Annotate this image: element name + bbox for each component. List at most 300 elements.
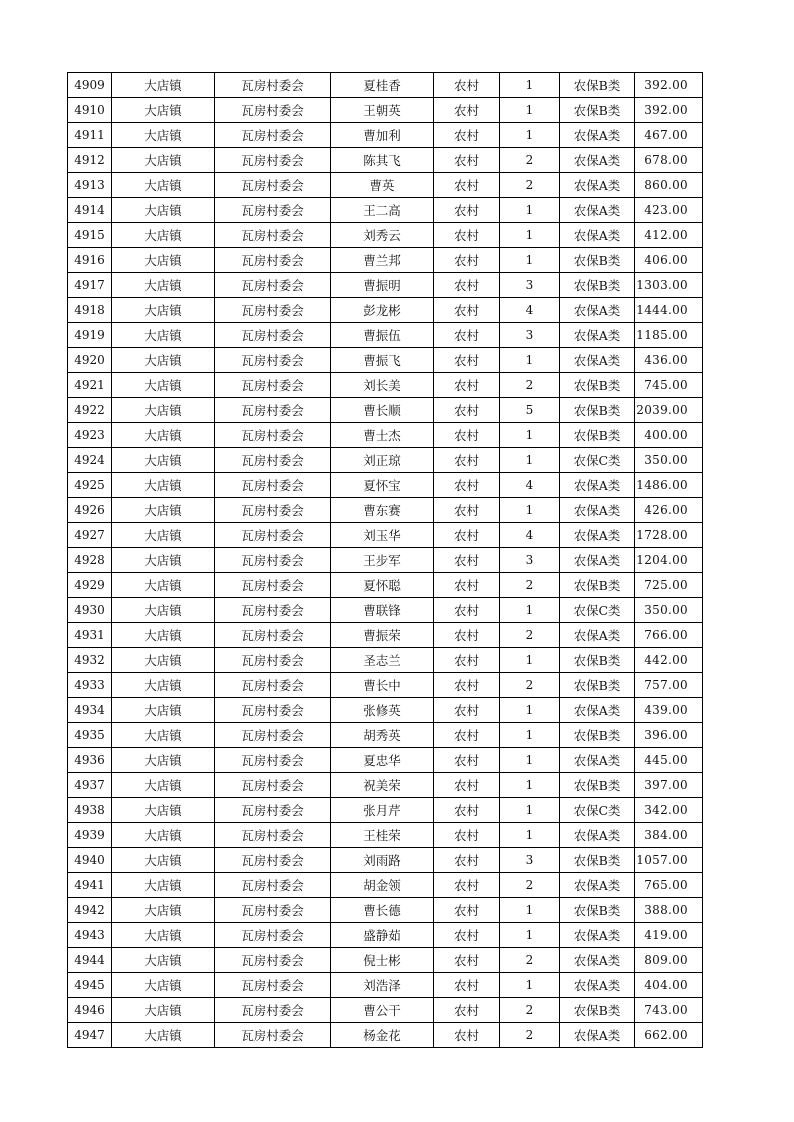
category-cell: 农保A类 <box>560 148 635 173</box>
category-cell: 农保B类 <box>560 423 635 448</box>
name-cell: 陈其飞 <box>331 148 434 173</box>
village-committee-cell: 瓦房村委会 <box>215 948 331 973</box>
name-cell: 夏桂香 <box>331 73 434 98</box>
name-cell: 夏忠华 <box>331 748 434 773</box>
household-size-cell: 2 <box>500 173 560 198</box>
area-type-cell: 农村 <box>434 123 500 148</box>
amount-cell: 1303.00 <box>635 273 703 298</box>
area-type-cell: 农村 <box>434 923 500 948</box>
town-cell: 大店镇 <box>112 823 215 848</box>
area-type-cell: 农村 <box>434 223 500 248</box>
village-committee-cell: 瓦房村委会 <box>215 673 331 698</box>
household-size-cell: 1 <box>500 823 560 848</box>
area-type-cell: 农村 <box>434 323 500 348</box>
table-row <box>68 948 703 973</box>
household-size-cell: 2 <box>500 873 560 898</box>
name-cell: 胡金领 <box>331 873 434 898</box>
name-cell: 刘玉华 <box>331 523 434 548</box>
name-cell: 王朝英 <box>331 98 434 123</box>
area-type-cell: 农村 <box>434 398 500 423</box>
town-cell: 大店镇 <box>112 573 215 598</box>
row-index: 4915 <box>68 223 112 248</box>
category-cell: 农保B类 <box>560 573 635 598</box>
row-index: 4935 <box>68 723 112 748</box>
amount-cell: 397.00 <box>635 773 703 798</box>
name-cell: 王桂荣 <box>331 823 434 848</box>
household-size-cell: 1 <box>500 698 560 723</box>
town-cell: 大店镇 <box>112 798 215 823</box>
category-cell: 农保A类 <box>560 1023 635 1048</box>
household-size-cell: 2 <box>500 373 560 398</box>
amount-cell: 419.00 <box>635 923 703 948</box>
household-size-cell: 1 <box>500 198 560 223</box>
name-cell: 倪士彬 <box>331 948 434 973</box>
town-cell: 大店镇 <box>112 273 215 298</box>
category-cell: 农保A类 <box>560 223 635 248</box>
category-cell: 农保B类 <box>560 848 635 873</box>
amount-cell: 388.00 <box>635 898 703 923</box>
row-index: 4938 <box>68 798 112 823</box>
area-type-cell: 农村 <box>434 148 500 173</box>
town-cell: 大店镇 <box>112 998 215 1023</box>
table-row <box>68 773 703 798</box>
household-size-cell: 1 <box>500 248 560 273</box>
town-cell: 大店镇 <box>112 398 215 423</box>
row-index: 4939 <box>68 823 112 848</box>
table-row <box>68 548 703 573</box>
amount-cell: 442.00 <box>635 648 703 673</box>
amount-cell: 384.00 <box>635 823 703 848</box>
amount-cell: 1185.00 <box>635 323 703 348</box>
table-row <box>68 798 703 823</box>
area-type-cell: 农村 <box>434 698 500 723</box>
area-type-cell: 农村 <box>434 523 500 548</box>
table-row <box>68 98 703 123</box>
table-row <box>68 848 703 873</box>
town-cell: 大店镇 <box>112 623 215 648</box>
row-index: 4937 <box>68 773 112 798</box>
name-cell: 祝美荣 <box>331 773 434 798</box>
name-cell: 曹兰邦 <box>331 248 434 273</box>
village-committee-cell: 瓦房村委会 <box>215 498 331 523</box>
town-cell: 大店镇 <box>112 98 215 123</box>
town-cell: 大店镇 <box>112 598 215 623</box>
category-cell: 农保A类 <box>560 123 635 148</box>
row-index: 4943 <box>68 923 112 948</box>
row-index: 4933 <box>68 673 112 698</box>
name-cell: 曹东赛 <box>331 498 434 523</box>
area-type-cell: 农村 <box>434 573 500 598</box>
table-row <box>68 248 703 273</box>
town-cell: 大店镇 <box>112 198 215 223</box>
table-row <box>68 998 703 1023</box>
town-cell: 大店镇 <box>112 123 215 148</box>
village-committee-cell: 瓦房村委会 <box>215 523 331 548</box>
town-cell: 大店镇 <box>112 73 215 98</box>
table-row <box>68 473 703 498</box>
village-committee-cell: 瓦房村委会 <box>215 198 331 223</box>
category-cell: 农保A类 <box>560 973 635 998</box>
town-cell: 大店镇 <box>112 323 215 348</box>
town-cell: 大店镇 <box>112 948 215 973</box>
relief-roster-table <box>67 72 703 1048</box>
row-index: 4947 <box>68 1023 112 1048</box>
area-type-cell: 农村 <box>434 973 500 998</box>
amount-cell: 860.00 <box>635 173 703 198</box>
row-index: 4944 <box>68 948 112 973</box>
row-index: 4931 <box>68 623 112 648</box>
table-row <box>68 198 703 223</box>
area-type-cell: 农村 <box>434 998 500 1023</box>
table-row <box>68 148 703 173</box>
village-committee-cell: 瓦房村委会 <box>215 1023 331 1048</box>
table-row <box>68 323 703 348</box>
household-size-cell: 1 <box>500 598 560 623</box>
village-committee-cell: 瓦房村委会 <box>215 698 331 723</box>
amount-cell: 342.00 <box>635 798 703 823</box>
category-cell: 农保B类 <box>560 273 635 298</box>
village-committee-cell: 瓦房村委会 <box>215 273 331 298</box>
area-type-cell: 农村 <box>434 898 500 923</box>
name-cell: 曹加利 <box>331 123 434 148</box>
amount-cell: 350.00 <box>635 598 703 623</box>
amount-cell: 757.00 <box>635 673 703 698</box>
village-committee-cell: 瓦房村委会 <box>215 973 331 998</box>
amount-cell: 436.00 <box>635 348 703 373</box>
village-committee-cell: 瓦房村委会 <box>215 573 331 598</box>
amount-cell: 392.00 <box>635 73 703 98</box>
row-index: 4925 <box>68 473 112 498</box>
amount-cell: 765.00 <box>635 873 703 898</box>
village-committee-cell: 瓦房村委会 <box>215 773 331 798</box>
amount-cell: 1204.00 <box>635 548 703 573</box>
category-cell: 农保B类 <box>560 998 635 1023</box>
category-cell: 农保B类 <box>560 248 635 273</box>
area-type-cell: 农村 <box>434 373 500 398</box>
name-cell: 王二高 <box>331 198 434 223</box>
row-index: 4914 <box>68 198 112 223</box>
village-committee-cell: 瓦房村委会 <box>215 123 331 148</box>
household-size-cell: 1 <box>500 773 560 798</box>
town-cell: 大店镇 <box>112 748 215 773</box>
row-index: 4924 <box>68 448 112 473</box>
amount-cell: 467.00 <box>635 123 703 148</box>
area-type-cell: 农村 <box>434 423 500 448</box>
area-type-cell: 农村 <box>434 748 500 773</box>
category-cell: 农保A类 <box>560 498 635 523</box>
amount-cell: 743.00 <box>635 998 703 1023</box>
table-row <box>68 123 703 148</box>
table-row <box>68 748 703 773</box>
table-row <box>68 523 703 548</box>
area-type-cell: 农村 <box>434 773 500 798</box>
amount-cell: 350.00 <box>635 448 703 473</box>
household-size-cell: 1 <box>500 123 560 148</box>
amount-cell: 1057.00 <box>635 848 703 873</box>
category-cell: 农保B类 <box>560 98 635 123</box>
row-index: 4942 <box>68 898 112 923</box>
name-cell: 刘雨路 <box>331 848 434 873</box>
area-type-cell: 农村 <box>434 948 500 973</box>
table-row <box>68 173 703 198</box>
village-committee-cell: 瓦房村委会 <box>215 348 331 373</box>
name-cell: 曹英 <box>331 173 434 198</box>
table-row <box>68 873 703 898</box>
table-row <box>68 623 703 648</box>
name-cell: 曹士杰 <box>331 423 434 448</box>
name-cell: 曹联锋 <box>331 598 434 623</box>
table-row <box>68 73 703 98</box>
amount-cell: 766.00 <box>635 623 703 648</box>
table-row <box>68 1023 703 1048</box>
category-cell: 农保B类 <box>560 648 635 673</box>
amount-cell: 412.00 <box>635 223 703 248</box>
area-type-cell: 农村 <box>434 673 500 698</box>
amount-cell: 2039.00 <box>635 398 703 423</box>
town-cell: 大店镇 <box>112 773 215 798</box>
town-cell: 大店镇 <box>112 548 215 573</box>
table-row <box>68 673 703 698</box>
category-cell: 农保B类 <box>560 773 635 798</box>
row-index: 4919 <box>68 323 112 348</box>
village-committee-cell: 瓦房村委会 <box>215 898 331 923</box>
town-cell: 大店镇 <box>112 448 215 473</box>
category-cell: 农保A类 <box>560 623 635 648</box>
category-cell: 农保A类 <box>560 698 635 723</box>
category-cell: 农保C类 <box>560 598 635 623</box>
table-row <box>68 923 703 948</box>
village-committee-cell: 瓦房村委会 <box>215 323 331 348</box>
area-type-cell: 农村 <box>434 823 500 848</box>
category-cell: 农保A类 <box>560 298 635 323</box>
village-committee-cell: 瓦房村委会 <box>215 648 331 673</box>
amount-cell: 426.00 <box>635 498 703 523</box>
household-size-cell: 2 <box>500 948 560 973</box>
row-index: 4921 <box>68 373 112 398</box>
area-type-cell: 农村 <box>434 723 500 748</box>
town-cell: 大店镇 <box>112 523 215 548</box>
household-size-cell: 2 <box>500 998 560 1023</box>
category-cell: 农保A类 <box>560 873 635 898</box>
village-committee-cell: 瓦房村委会 <box>215 298 331 323</box>
household-size-cell: 4 <box>500 523 560 548</box>
row-index: 4920 <box>68 348 112 373</box>
name-cell: 夏怀聪 <box>331 573 434 598</box>
town-cell: 大店镇 <box>112 498 215 523</box>
area-type-cell: 农村 <box>434 473 500 498</box>
household-size-cell: 4 <box>500 298 560 323</box>
household-size-cell: 2 <box>500 1023 560 1048</box>
amount-cell: 1728.00 <box>635 523 703 548</box>
area-type-cell: 农村 <box>434 798 500 823</box>
name-cell: 张修英 <box>331 698 434 723</box>
row-index: 4916 <box>68 248 112 273</box>
village-committee-cell: 瓦房村委会 <box>215 473 331 498</box>
table-row <box>68 398 703 423</box>
town-cell: 大店镇 <box>112 148 215 173</box>
village-committee-cell: 瓦房村委会 <box>215 848 331 873</box>
row-index: 4932 <box>68 648 112 673</box>
household-size-cell: 2 <box>500 623 560 648</box>
household-size-cell: 3 <box>500 273 560 298</box>
town-cell: 大店镇 <box>112 373 215 398</box>
name-cell: 彭龙彬 <box>331 298 434 323</box>
name-cell: 刘长美 <box>331 373 434 398</box>
table-row <box>68 373 703 398</box>
category-cell: 农保C类 <box>560 798 635 823</box>
category-cell: 农保A类 <box>560 748 635 773</box>
row-index: 4930 <box>68 598 112 623</box>
name-cell: 张月芹 <box>331 798 434 823</box>
amount-cell: 725.00 <box>635 573 703 598</box>
amount-cell: 400.00 <box>635 423 703 448</box>
village-committee-cell: 瓦房村委会 <box>215 598 331 623</box>
area-type-cell: 农村 <box>434 298 500 323</box>
town-cell: 大店镇 <box>112 973 215 998</box>
amount-cell: 392.00 <box>635 98 703 123</box>
table-row <box>68 573 703 598</box>
name-cell: 曹振飞 <box>331 348 434 373</box>
village-committee-cell: 瓦房村委会 <box>215 998 331 1023</box>
table-row <box>68 273 703 298</box>
name-cell: 曹振荣 <box>331 623 434 648</box>
village-committee-cell: 瓦房村委会 <box>215 923 331 948</box>
row-index: 4909 <box>68 73 112 98</box>
household-size-cell: 4 <box>500 473 560 498</box>
category-cell: 农保A类 <box>560 948 635 973</box>
row-index: 4910 <box>68 98 112 123</box>
area-type-cell: 农村 <box>434 348 500 373</box>
table-row <box>68 298 703 323</box>
amount-cell: 423.00 <box>635 198 703 223</box>
name-cell: 刘浩泽 <box>331 973 434 998</box>
area-type-cell: 农村 <box>434 648 500 673</box>
name-cell: 王步军 <box>331 548 434 573</box>
area-type-cell: 农村 <box>434 273 500 298</box>
row-index: 4946 <box>68 998 112 1023</box>
category-cell: 农保B类 <box>560 898 635 923</box>
household-size-cell: 1 <box>500 798 560 823</box>
category-cell: 农保B类 <box>560 373 635 398</box>
household-size-cell: 1 <box>500 748 560 773</box>
row-index: 4923 <box>68 423 112 448</box>
town-cell: 大店镇 <box>112 848 215 873</box>
category-cell: 农保C类 <box>560 448 635 473</box>
area-type-cell: 农村 <box>434 248 500 273</box>
village-committee-cell: 瓦房村委会 <box>215 98 331 123</box>
household-size-cell: 3 <box>500 548 560 573</box>
village-committee-cell: 瓦房村委会 <box>215 873 331 898</box>
table-row <box>68 698 703 723</box>
row-index: 4917 <box>68 273 112 298</box>
amount-cell: 1444.00 <box>635 298 703 323</box>
village-committee-cell: 瓦房村委会 <box>215 423 331 448</box>
area-type-cell: 农村 <box>434 1023 500 1048</box>
amount-cell: 745.00 <box>635 373 703 398</box>
household-size-cell: 1 <box>500 498 560 523</box>
category-cell: 农保A类 <box>560 173 635 198</box>
village-committee-cell: 瓦房村委会 <box>215 223 331 248</box>
town-cell: 大店镇 <box>112 898 215 923</box>
amount-cell: 662.00 <box>635 1023 703 1048</box>
amount-cell: 396.00 <box>635 723 703 748</box>
name-cell: 盛静茹 <box>331 923 434 948</box>
row-index: 4936 <box>68 748 112 773</box>
village-committee-cell: 瓦房村委会 <box>215 373 331 398</box>
row-index: 4912 <box>68 148 112 173</box>
town-cell: 大店镇 <box>112 698 215 723</box>
amount-cell: 678.00 <box>635 148 703 173</box>
amount-cell: 1486.00 <box>635 473 703 498</box>
village-committee-cell: 瓦房村委会 <box>215 148 331 173</box>
category-cell: 农保B类 <box>560 73 635 98</box>
village-committee-cell: 瓦房村委会 <box>215 723 331 748</box>
table-row <box>68 898 703 923</box>
row-index: 4913 <box>68 173 112 198</box>
category-cell: 农保A类 <box>560 323 635 348</box>
row-index: 4911 <box>68 123 112 148</box>
name-cell: 曹公干 <box>331 998 434 1023</box>
town-cell: 大店镇 <box>112 648 215 673</box>
category-cell: 农保B类 <box>560 398 635 423</box>
name-cell: 曹振明 <box>331 273 434 298</box>
household-size-cell: 1 <box>500 98 560 123</box>
town-cell: 大店镇 <box>112 348 215 373</box>
row-index: 4928 <box>68 548 112 573</box>
table-row <box>68 498 703 523</box>
town-cell: 大店镇 <box>112 173 215 198</box>
name-cell: 曹长中 <box>331 673 434 698</box>
table-row <box>68 973 703 998</box>
household-size-cell: 3 <box>500 323 560 348</box>
village-committee-cell: 瓦房村委会 <box>215 248 331 273</box>
table-row <box>68 423 703 448</box>
area-type-cell: 农村 <box>434 98 500 123</box>
village-committee-cell: 瓦房村委会 <box>215 798 331 823</box>
town-cell: 大店镇 <box>112 423 215 448</box>
village-committee-cell: 瓦房村委会 <box>215 548 331 573</box>
household-size-cell: 3 <box>500 848 560 873</box>
area-type-cell: 农村 <box>434 198 500 223</box>
table-row <box>68 348 703 373</box>
village-committee-cell: 瓦房村委会 <box>215 748 331 773</box>
name-cell: 曹长德 <box>331 898 434 923</box>
area-type-cell: 农村 <box>434 623 500 648</box>
amount-cell: 809.00 <box>635 948 703 973</box>
household-size-cell: 2 <box>500 573 560 598</box>
table-row <box>68 823 703 848</box>
town-cell: 大店镇 <box>112 473 215 498</box>
row-index: 4926 <box>68 498 112 523</box>
table-body <box>68 73 703 1048</box>
category-cell: 农保B类 <box>560 723 635 748</box>
household-size-cell: 1 <box>500 348 560 373</box>
name-cell: 曹长顺 <box>331 398 434 423</box>
name-cell: 刘正琼 <box>331 448 434 473</box>
area-type-cell: 农村 <box>434 873 500 898</box>
name-cell: 刘秀云 <box>331 223 434 248</box>
row-index: 4945 <box>68 973 112 998</box>
category-cell: 农保B类 <box>560 673 635 698</box>
row-index: 4941 <box>68 873 112 898</box>
household-size-cell: 1 <box>500 723 560 748</box>
table-row <box>68 448 703 473</box>
name-cell: 圣志兰 <box>331 648 434 673</box>
town-cell: 大店镇 <box>112 1023 215 1048</box>
household-size-cell: 1 <box>500 898 560 923</box>
village-committee-cell: 瓦房村委会 <box>215 823 331 848</box>
name-cell: 曹振伍 <box>331 323 434 348</box>
